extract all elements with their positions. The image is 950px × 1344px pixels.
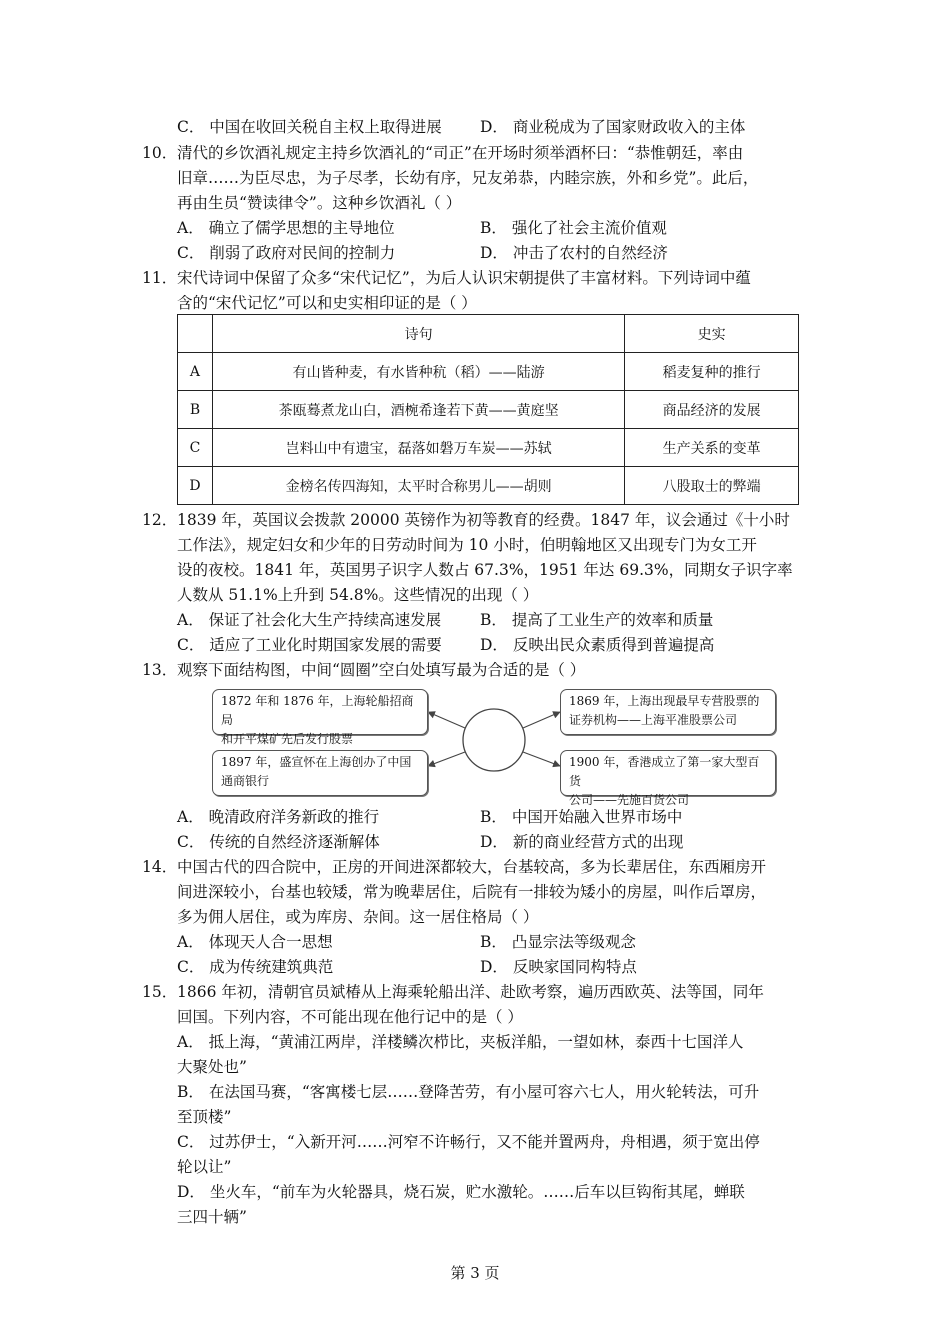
q10-option-d: D． 冲击了农村的自然经济 [480, 244, 668, 262]
q14-option-b: B． 凸显宗法等级观念 [480, 933, 636, 951]
q13-number: 13． [142, 661, 178, 679]
q12-option-a: A． 保证了社会化大生产持续高速发展 [177, 611, 442, 629]
q11-stem-line: 含的“宋代记忆”可以和史实相印证的是（ ） [177, 294, 477, 312]
table-cell: C [178, 429, 213, 467]
q15-option-line: 三四十辆” [177, 1208, 247, 1226]
q14-stem-line: 多为佣人居住，或为库房、杂间。这一居住格局（ ） [177, 908, 539, 926]
diagram-box-bottom-right [560, 750, 776, 807]
q14-number: 14． [142, 858, 178, 876]
diagram-box-line: 1872 年和 1876 年，上海轮船招商局 [221, 694, 414, 727]
q10-stem-line: 再由生员“赞读律令”。这种乡饮酒礼（ ） [177, 194, 462, 212]
table-cell: 金榜名传四海知，太平时合称男儿——胡则 [212, 467, 624, 505]
diagram-box-line: 证券机构——上海平准股票公司 [569, 713, 738, 727]
center-circle [463, 709, 525, 771]
q13-option-b: B． 中国开始融入世界市场中 [480, 808, 683, 826]
table-cell: 岂料山中有遗宝，磊落如磐万车炭——苏轼 [212, 429, 624, 467]
diagram-box-top-left [212, 689, 428, 746]
arrow-top-left [428, 712, 465, 728]
q12-stem-line: 工作法》，规定妇女和少年的日劳动时间为 10 小时，伯明翰地区又出现专门为女工开 [177, 536, 757, 554]
diagram-box-line: 通商银行 [221, 774, 270, 788]
q15-option-line: 至顶楼” [177, 1108, 232, 1126]
q11-stem-line: 宋代诗词中保留了众多“宋代记忆”，为后人认识宋朝提供了丰富材料。下列诗词中蕴 [177, 269, 751, 287]
table-cell: A [178, 353, 213, 391]
table-cell: 商品经济的发展 [625, 391, 799, 429]
arrow-top-right [523, 712, 560, 728]
table-header-cell: 史实 [625, 315, 799, 353]
q10-number: 10． [142, 144, 178, 162]
q9-option-d: D． 商业税成为了国家财政收入的主体 [480, 118, 746, 136]
table-cell: 生产关系的变革 [625, 429, 799, 467]
q14-option-d: D． 反映家国同构特点 [480, 958, 637, 976]
q12-option-d: D． 反映出民众素质得到普遍提高 [480, 636, 715, 654]
q12-stem-line: 1839 年，英国议会拨款 20000 英镑作为初等教育的经费。1847 年，议会通过《十小时 [177, 511, 790, 529]
q15-stem-line: 回国。下列内容，不可能出现在他行记中的是（ ） [177, 1008, 523, 1026]
q13-option-c: C． 传统的自然经济逐渐解体 [177, 833, 380, 851]
q9-option-c: C． 中国在收回关税自主权上取得进展 [177, 118, 442, 136]
arrow-bottom-right [523, 752, 560, 766]
table-cell: D [178, 467, 213, 505]
q15-option-line: C． 过苏伊士，“入新开河……河窄不许畅行，又不能并置两舟，舟相遇，须于宽出停 [177, 1133, 760, 1151]
q15-option-line: B． 在法国马赛，“客寓楼七层……登降苦劳，有小屋可容六七人，用火轮转法，可升 [177, 1083, 760, 1101]
q10-option-a: A． 确立了儒学思想的主导地位 [177, 219, 395, 237]
q14-option-c: C． 成为传统建筑典范 [177, 958, 334, 976]
q15-option-line: D． 坐火车，“前车为火轮器具，烧石炭，贮水激轮。……后车以巨钩衔其尾，蝉联 [177, 1183, 745, 1201]
q10-option-b: B． 强化了社会主流价值观 [480, 219, 667, 237]
q10-stem-line: 旧章……为臣尽忠，为子尽孝，长幼有序，兄友弟恭，内睦宗族，外和乡党”。此后， [177, 169, 759, 187]
q12-number: 12． [142, 511, 178, 529]
q14-stem-line: 中国古代的四合院中，正房的开间进深都较大，台基较高，多为长辈居住，东西厢房开 [177, 858, 767, 876]
q12-option-c: C． 适应了工业化时期国家发展的需要 [177, 636, 442, 654]
diagram-box-line: 1897 年，盛宣怀在上海创办了中国 [221, 755, 412, 769]
q15-stem-line: 1866 年初，清朝官员斌椿从上海乘轮船出洋、赴欧考察，遍历西欧英、法等国，同年 [177, 983, 764, 1001]
table-cell: 茶瓯蓦煮龙山白，酒椀希逢若下黄——黄庭坚 [212, 391, 624, 429]
q15-number: 15． [142, 983, 178, 1001]
diagram-box-bottom-left [212, 750, 428, 796]
q15-option-line: 大聚处也” [177, 1058, 247, 1076]
table-cell: 八股取士的弊端 [625, 467, 799, 505]
q12-option-b: B． 提高了工业生产的效率和质量 [480, 611, 714, 629]
diagram-box-line: 和开平煤矿先后发行股票 [221, 732, 354, 746]
table-cell: B [178, 391, 213, 429]
q10-stem-line: 清代的乡饮酒礼规定主持乡饮酒礼的“司正”在开场时须举酒杯曰：“恭惟朝廷，率由 [177, 144, 744, 162]
diagram-box-line: 1869 年，上海出现最早专营股票的 [569, 694, 760, 708]
q13-option-a: A． 晚清政府洋务新政的推行 [177, 808, 380, 826]
q14-option-a: A． 体现天人合一思想 [177, 933, 333, 951]
q12-stem-line: 设的夜校。1841 年，英国男子识字人数占 67.3%，1951 年达 69.3%，同期女子识字率 [177, 561, 793, 579]
q10-option-c: C． 削弱了政府对民间的控制力 [177, 244, 396, 262]
arrow-bottom-left [428, 752, 465, 766]
table-header-cell: 诗句 [212, 315, 624, 353]
table-cell: 稻麦复种的推行 [625, 353, 799, 391]
q14-stem-line: 间进深较小，台基也较矮，常为晚辈居住，后院有一排较为矮小的房屋，叫作后罩房， [177, 883, 767, 901]
q13-stem-line: 观察下面结构图，中间“圆圈”空白处填写最为合适的是（ ） [177, 661, 586, 679]
diagram-box-line: 1900 年，香港成立了第一家大型百货 [569, 755, 760, 788]
page-number: 第 3 页 [450, 1264, 500, 1282]
diagram-box-line: 公司——先施百货公司 [569, 793, 690, 807]
table-cell: 有山皆种麦，有水皆种秔（稻）——陆游 [212, 353, 624, 391]
q11-number: 11． [142, 269, 178, 287]
q13-option-d: D． 新的商业经营方式的出现 [480, 833, 684, 851]
q15-option-line: 轮以让” [177, 1158, 232, 1176]
diagram-box-top-right [560, 689, 776, 735]
q15-option-line: A． 抵上海，“黄浦江两岸，洋楼鳞次栉比，夹板洋船，一望如林，泰西十七国洋人 [177, 1033, 744, 1051]
q12-stem-line: 人数从 51.1%上升到 54.8%。这些情况的出现（ ） [177, 586, 539, 604]
